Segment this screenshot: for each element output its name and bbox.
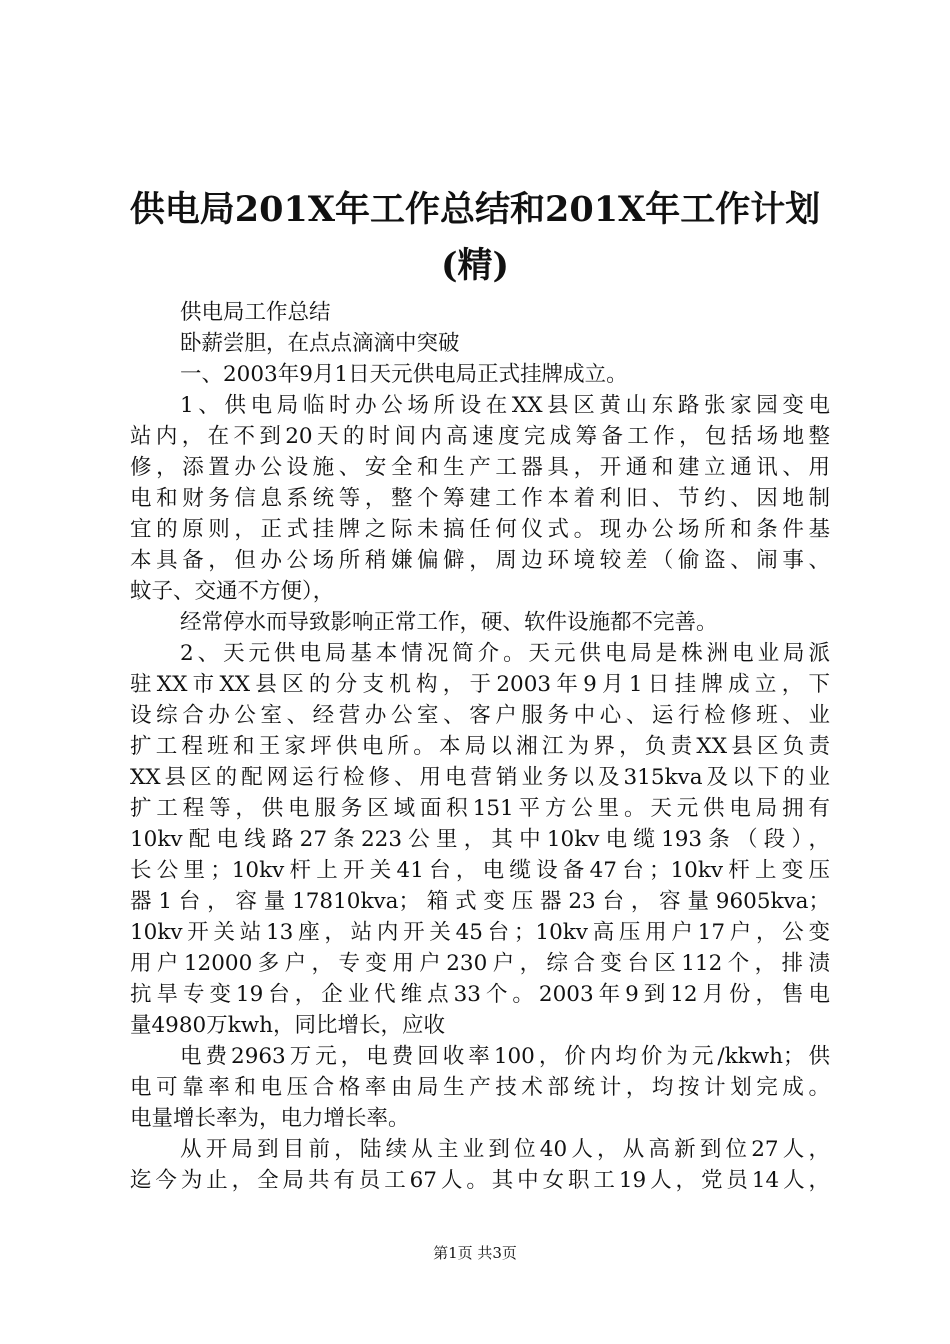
text-line: 量4980万kwh，同比增长，应收 [130, 1013, 445, 1038]
text-line: 驻XX市XX县区的分支机构，于2003年9月1日挂牌成立，下 [130, 672, 830, 697]
text-line: 电量增长率为，电力增长率。 [130, 1106, 410, 1131]
document-body [130, 297, 830, 1196]
text-line: 宜的原则，正式挂牌之际未搞任何仪式。现办公场所和条件基 [130, 517, 830, 542]
text-line: 本具备，但办公场所稍嫌偏僻，周边环境较差（偷盗、闹事、 [130, 548, 830, 573]
document-title: 供电局201X年工作总结和201X年工作计划 [129, 189, 821, 230]
text-line: 抗旱专变19台，企业代维点33个。2003年9到12月份，售电 [130, 982, 830, 1007]
text-line: 器1台，容量17810kva；箱式变压器23台，容量9605kva； [130, 889, 830, 914]
text-line: 2、天元供电局基本情况简介。天元供电局是株洲电业局派 [180, 641, 830, 666]
text-line: 迄今为止，全局共有员工67人。其中女职工19人，党员14人， [130, 1168, 830, 1193]
text-line: 用户12000多户，专变用户230户，综合变台区112个，排渍 [130, 951, 830, 976]
text-line: 修，添置办公设施、安全和生产工器具，开通和建立通讯、用 [130, 455, 830, 480]
text-line: 电费2963万元，电费回收率100，价内均价为元/kkwh；供 [180, 1044, 830, 1069]
text-line: 设综合办公室、经营办公室、客户服务中心、运行检修班、业 [130, 703, 830, 728]
text-line: 供电局工作总结 [180, 300, 331, 325]
text-line: 经常停水而导致影响正常工作，硬、软件设施都不完善。 [180, 610, 718, 635]
text-line: 10kv开关站13座，站内开关45台；10kv高压用户17户，公变 [130, 920, 830, 945]
text-line: 扩工程等，供电服务区域面积151平方公里。天元供电局拥有 [130, 796, 830, 821]
text-line: 卧薪尝胆，在点点滴滴中突破 [180, 331, 460, 356]
text-line: 站内，在不到20天的时间内高速度完成筹备工作，包括场地整 [130, 424, 830, 449]
text-line: 从开局到目前，陆续从主业到位40人，从高新到位27人， [180, 1137, 830, 1162]
text-line: XX县区的配网运行检修、用电营销业务以及315kva及以下的业 [130, 765, 830, 790]
text-line: 1、供电局临时办公场所设在XX县区黄山东路张家园变电 [180, 393, 830, 418]
document-title-suffix: (精) [440, 245, 510, 286]
text-line: 电和财务信息系统等，整个筹建工作本着利旧、节约、因地制 [130, 486, 830, 511]
text-line: 蚊子、交通不方便）， [130, 579, 335, 604]
page-footer: 第1页 共3页 [433, 1244, 517, 1262]
text-line: 电可靠率和电压合格率由局生产技术部统计，均按计划完成。 [130, 1075, 830, 1100]
text-line: 一、2003年9月1日天元供电局正式挂牌成立。 [180, 362, 628, 387]
text-line: 长公里；10kv杆上开关41台，电缆设备47台；10kv杆上变压 [130, 858, 830, 883]
text-line: 10kv配电线路27条223公里，其中10kv电缆193条（段）， [130, 827, 830, 852]
text-line: 扩工程班和王家坪供电所。本局以湘江为界，负责XX县区负责 [130, 734, 830, 759]
